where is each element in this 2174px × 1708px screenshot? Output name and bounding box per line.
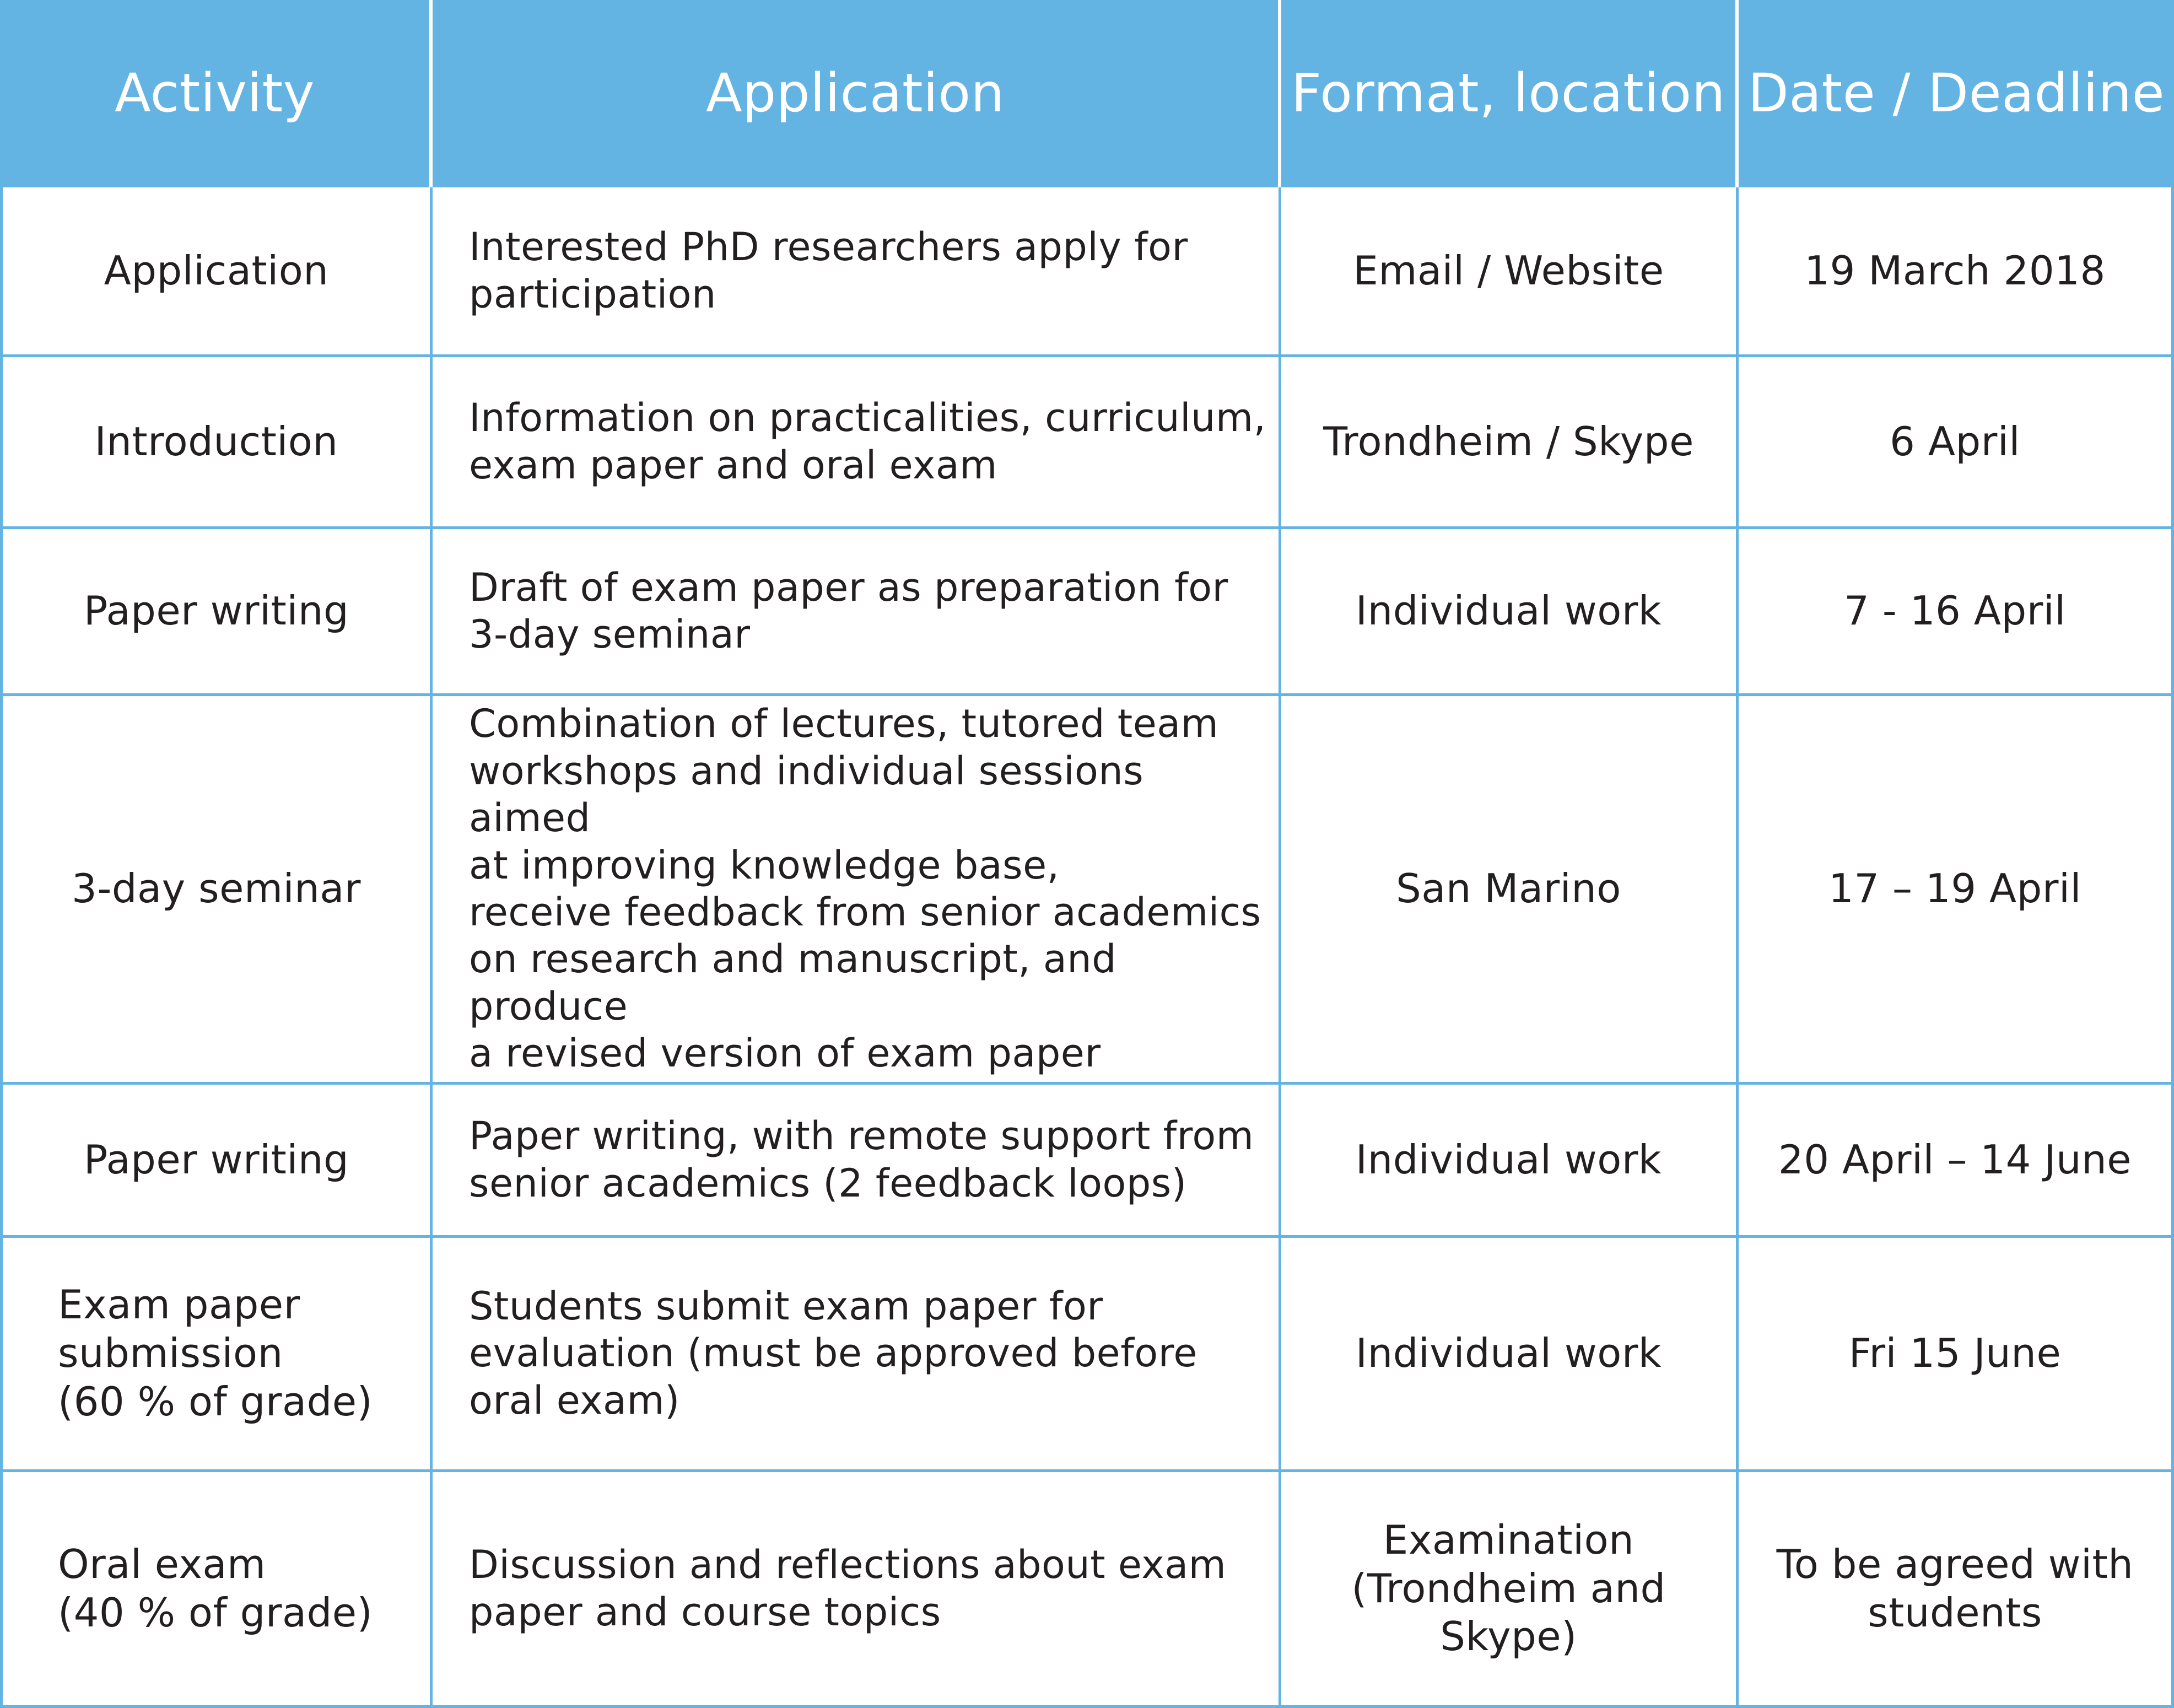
row-4-application: Combination of lectures, tutored team workshops and individual sessions aimed at improving knowledge base, receive feedback from senior academics on research and manuscript, and produce a revised version of exam paper [433, 696, 1281, 1085]
row-1-format: Email / Website [1281, 187, 1739, 357]
header-activity: Activity [0, 0, 433, 187]
row-2-format: Trondheim / Skype [1281, 357, 1739, 529]
row-4-date: 17 – 19 April [1739, 696, 2174, 1085]
row-5-format: Individual work [1281, 1085, 1739, 1238]
row-2-date: 6 April [1739, 357, 2174, 529]
row-5-date: 20 April – 14 June [1739, 1085, 2174, 1238]
row-4-activity: 3-day seminar [0, 696, 433, 1085]
row-7-format: Examination (Trondheim and Skype) [1281, 1472, 1739, 1708]
row-1-application: Interested PhD researchers apply for participation [433, 187, 1281, 357]
row-6-activity: Exam paper submission (60 % of grade) [0, 1238, 433, 1472]
row-1-activity: Application [0, 187, 433, 357]
row-6-application: Students submit exam paper for evaluation (must be approved before oral exam) [433, 1238, 1281, 1472]
row-5-application: Paper writing, with remote support from senior academics (2 feedback loops) [433, 1085, 1281, 1238]
row-3-activity: Paper writing [0, 529, 433, 696]
row-5-activity: Paper writing [0, 1085, 433, 1238]
row-2-application: Information on practicalities, curriculum, exam paper and oral exam [433, 357, 1281, 529]
header-format-location: Format, location [1281, 0, 1739, 187]
row-1-date: 19 March 2018 [1739, 187, 2174, 357]
header-application: Application [433, 0, 1281, 187]
row-6-format: Individual work [1281, 1238, 1739, 1472]
row-7-application: Discussion and reflections about exam paper and course topics [433, 1472, 1281, 1708]
row-3-format: Individual work [1281, 529, 1739, 696]
row-2-activity: Introduction [0, 357, 433, 529]
row-3-application: Draft of exam paper as preparation for 3-day seminar [433, 529, 1281, 696]
row-3-date: 7 - 16 April [1739, 529, 2174, 696]
header-date-deadline: Date / Deadline [1739, 0, 2174, 187]
row-6-date: Fri 15 June [1739, 1238, 2174, 1472]
row-7-date: To be agreed with students [1739, 1472, 2174, 1708]
row-4-format: San Marino [1281, 696, 1739, 1085]
row-7-activity: Oral exam (40 % of grade) [0, 1472, 433, 1708]
